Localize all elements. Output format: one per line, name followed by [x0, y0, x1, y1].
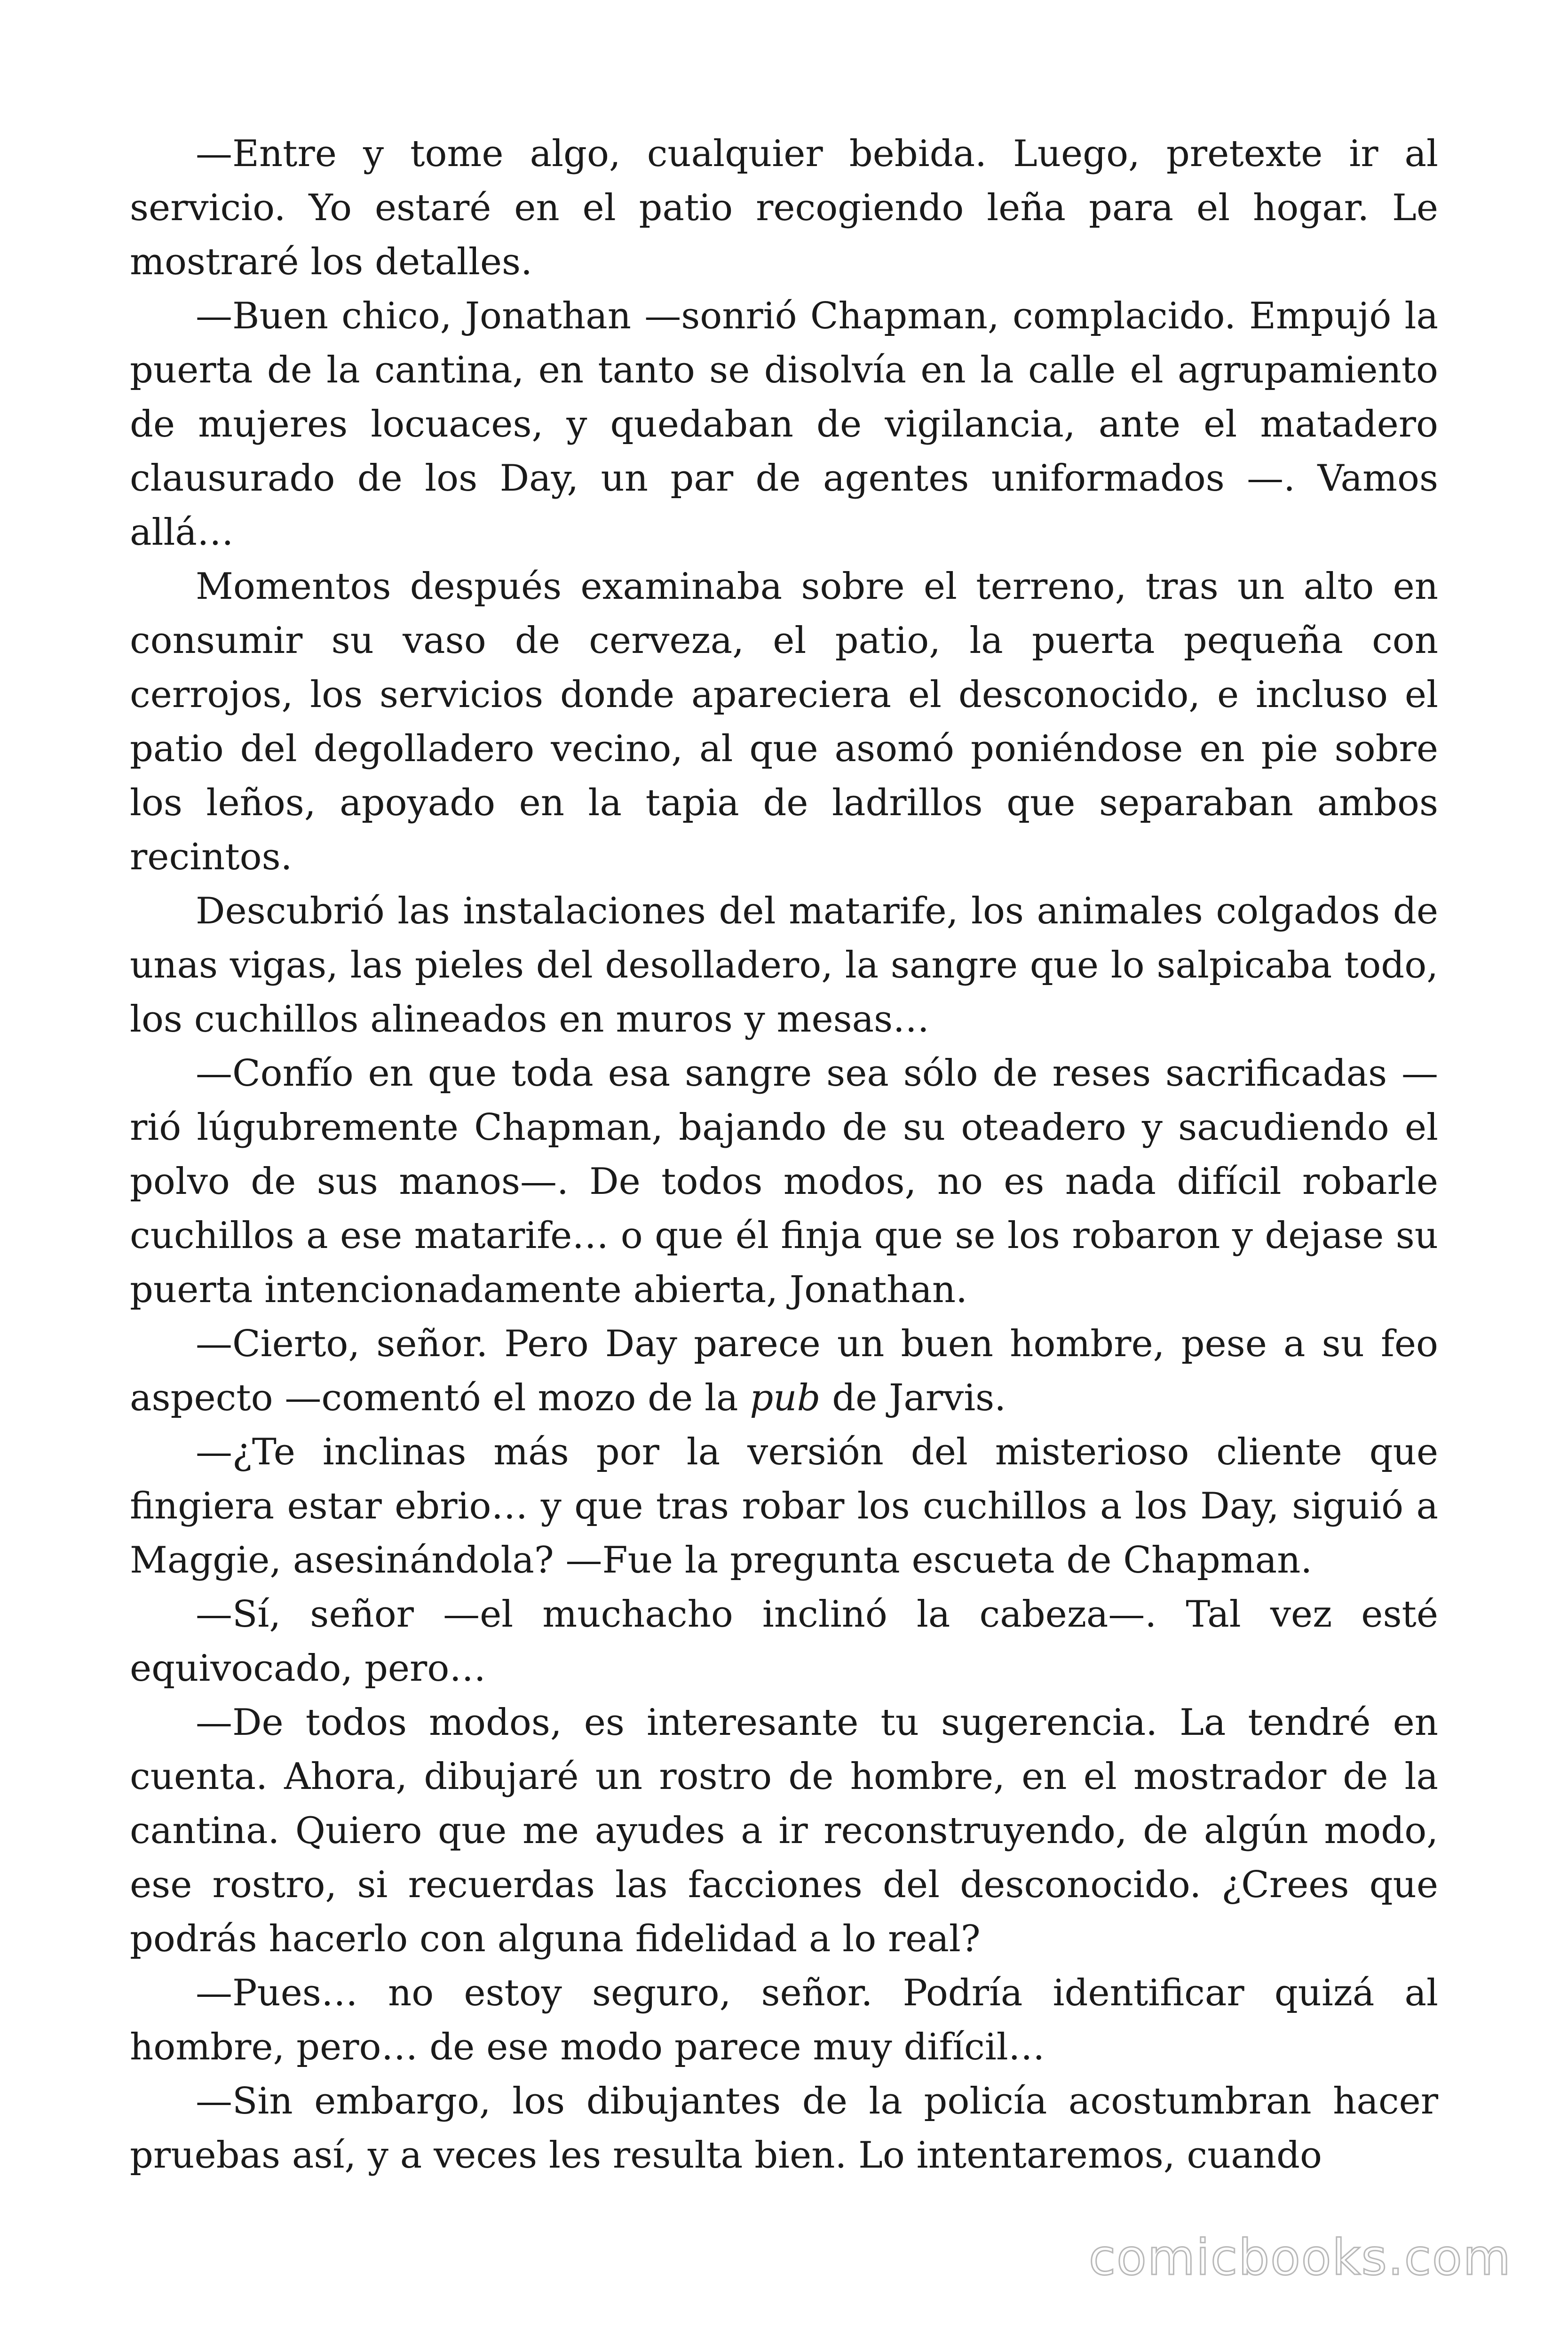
watermark: comicbooks.com [1088, 2229, 1512, 2286]
paragraph-5: —Confío en que toda esa sangre sea sólo de reses sacrificadas — rió lúgubremente Chapman, bajando de su oteadero y sacudiendo el polvo de sus manos—. De todos modos, no es nada difícil robarle cuchillos a ese matarife… o que él finja que se los robaron y dejase su puerta intencionadamente abierta, Jonathan. [130, 1052, 1438, 1311]
paragraph-6-text-b: de Jarvis. [820, 1377, 1006, 1419]
paragraph-3: Momentos después examinaba sobre el terreno, tras un alto en consumir su vaso de cerveza, el patio, la puerta pequeña con cerrojos, los servicios donde apareciera el desconocido, e incluso el patio del degolladero vecino, al que asomó poniéndose en pie sobre los leños, apoyado en la tapia de ladrillos que separaban ambos recintos. [130, 565, 1438, 878]
paragraph-6-italic: pub [750, 1377, 821, 1419]
paragraph-6 [130, 1317, 1438, 1425]
page-body [130, 127, 1438, 2183]
paragraph-1: —Entre y tome algo, cualquier bebida. Luego, pretexte ir al servicio. Yo estaré en el patio recogiendo leña para el hogar. Le mostraré los detalles. [130, 133, 1438, 283]
paragraph-4: Descubrió las instalaciones del matarife, los animales colgados de unas vigas, las pieles del desolladero, la sangre que lo salpicaba todo, los cuchillos alineados en muros y mesas… [130, 890, 1438, 1041]
paragraph-6-text-a: —Cierto, señor. Pero Day parece un buen hombre, pese a su feo aspecto —comentó el mozo de la [130, 1323, 1438, 1419]
paragraph-2: —Buen chico, Jonathan —sonrió Chapman, complacido. Empujó la puerta de la cantina, en tanto se disolvía en la calle el agrupamiento de mujeres locuaces, y quedaban de vigilancia, ante el matadero clausurado de los Day, un par de agentes uniformados —. Vamos allá… [130, 295, 1438, 554]
paragraph-10: —Pues… no estoy seguro, señor. Podría identificar quizá al hombre, pero… de ese modo parece muy difícil… [130, 1972, 1438, 2068]
paragraph-11: —Sin embargo, los dibujantes de la policía acostumbran hacer pruebas así, y a veces les resulta bien. Lo intentaremos, cuando [130, 2080, 1438, 2177]
paragraph-8: —Sí, señor —el muchacho inclinó la cabeza—. Tal vez esté equivocado, pero… [130, 1593, 1438, 1690]
paragraph-7: —¿Te inclinas más por la versión del misterioso cliente que fingiera estar ebrio… y que tras robar los cuchillos a los Day, siguió a Maggie, asesinándola? —Fue la pregunta escueta de Chapman. [130, 1431, 1438, 1581]
paragraph-9: —De todos modos, es interesante tu sugerencia. La tendré en cuenta. Ahora, dibujaré un rostro de hombre, en el mostrador de la cantina. Quiero que me ayudes a ir reconstruyendo, de algún modo, ese rostro, si recuerdas las facciones del desconocido. ¿Crees que podrás hacerlo con alguna fidelidad a lo real? [130, 1701, 1438, 1960]
